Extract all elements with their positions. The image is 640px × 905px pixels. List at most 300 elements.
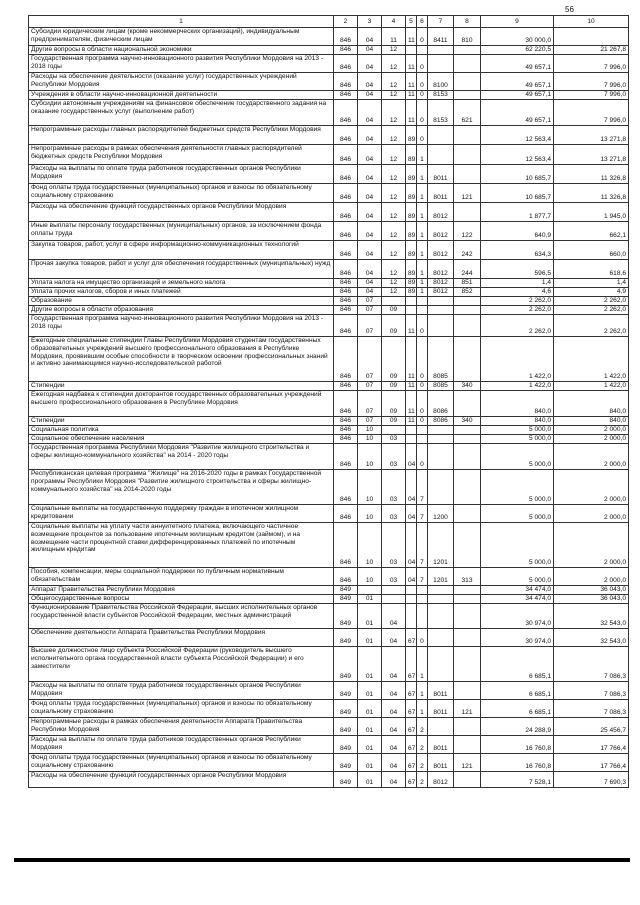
- cell-c4: 12: [382, 126, 406, 145]
- cell-c4: 11: [382, 28, 406, 46]
- cell-c9: 49 657,1: [481, 55, 554, 73]
- cell-c3: 01: [358, 754, 382, 772]
- cell-c4: [382, 297, 406, 306]
- cell-c3: 10: [358, 435, 382, 444]
- cell-c10: 17 766,4: [554, 754, 629, 772]
- cell-c6: 1: [417, 241, 428, 260]
- cell-c3: 07: [358, 417, 382, 426]
- cell-c2: 849: [334, 736, 358, 754]
- cell-c2: 849: [334, 754, 358, 772]
- cell-c5: 67: [406, 772, 417, 788]
- cell-c7: 8100: [428, 73, 454, 91]
- row-name: Непрограммные расходы главных распорядителей бюджетных средств Республики Мордовия: [29, 126, 334, 145]
- cell-c8: [454, 203, 481, 222]
- row-name: Государственная программа научно-инновационного развития Республики Мордовия на 2013 - 2018 годы: [29, 315, 334, 337]
- table-row: [29, 568, 629, 586]
- table-row: [29, 470, 629, 505]
- cell-c6: 1: [417, 203, 428, 222]
- cell-c6: 2: [417, 754, 428, 772]
- cell-c9: 30 974,0: [481, 604, 554, 629]
- cell-c2: 846: [334, 417, 358, 426]
- cell-c4: 04: [382, 604, 406, 629]
- table-row: [29, 426, 629, 435]
- col-header: 6: [417, 16, 428, 28]
- cell-c4: 09: [382, 391, 406, 417]
- cell-c9: 30 000,0: [481, 28, 554, 46]
- table-row: [29, 586, 629, 595]
- table-row: [29, 417, 629, 426]
- cell-c2: 846: [334, 241, 358, 260]
- cell-c9: 49 657,1: [481, 91, 554, 100]
- cell-c10: 36 043,0: [554, 586, 629, 595]
- cell-c3: [358, 586, 382, 595]
- table-row: [29, 682, 629, 700]
- cell-c5: [406, 46, 417, 55]
- cell-c9: 16 760,8: [481, 754, 554, 772]
- cell-c6: 0: [417, 100, 428, 126]
- cell-c10: 662,1: [554, 222, 629, 241]
- cell-c10: 7 996,0: [554, 55, 629, 73]
- cell-c9: 5 000,0: [481, 435, 554, 444]
- page-number: 56: [565, 5, 574, 14]
- cell-c3: 10: [358, 426, 382, 435]
- cell-c2: 846: [334, 55, 358, 73]
- cell-c6: 1: [417, 184, 428, 203]
- cell-c5: 11: [406, 382, 417, 391]
- cell-c7: [428, 629, 454, 647]
- cell-c9: 62 220,5: [481, 46, 554, 55]
- cell-c6: 1: [417, 288, 428, 297]
- cell-c10: 2 262,0: [554, 315, 629, 337]
- cell-c8: [454, 426, 481, 435]
- cell-c10: 11 326,8: [554, 184, 629, 203]
- cell-c8: [454, 736, 481, 754]
- cell-c9: 5 000,0: [481, 470, 554, 505]
- row-name: Субсидии юридическим лицам (кроме некоммерческих организаций), индивидуальным предпринимателям, физическим лицам: [29, 28, 334, 46]
- table-row: [29, 55, 629, 73]
- cell-c9: 10 685,7: [481, 165, 554, 184]
- cell-c9: 2 262,0: [481, 315, 554, 337]
- header-row: [29, 16, 629, 28]
- cell-c4: 03: [382, 505, 406, 523]
- table-row: [29, 222, 629, 241]
- table-row: [29, 73, 629, 91]
- cell-c5: 89: [406, 203, 417, 222]
- row-name: Расходы на обеспечение функций государственных органов Республики Мордовия: [29, 772, 334, 788]
- cell-c8: [454, 629, 481, 647]
- cell-c4: 12: [382, 203, 406, 222]
- cell-c8: [454, 718, 481, 736]
- cell-c3: 04: [358, 145, 382, 165]
- table-row: [29, 391, 629, 417]
- cell-c6: 1: [417, 222, 428, 241]
- cell-c6: [417, 586, 428, 595]
- cell-c8: 851: [454, 279, 481, 288]
- cell-c9: 1 877,7: [481, 203, 554, 222]
- table-row: [29, 288, 629, 297]
- cell-c9: 634,3: [481, 241, 554, 260]
- cell-c7: [428, 435, 454, 444]
- table-row: [29, 297, 629, 306]
- cell-c5: 11: [406, 417, 417, 426]
- cell-c6: 0: [417, 55, 428, 73]
- col-header: 5: [406, 16, 417, 28]
- cell-c10: [554, 28, 629, 46]
- table-row: [29, 46, 629, 55]
- cell-c10: 7 086,3: [554, 647, 629, 682]
- table-row: [29, 145, 629, 165]
- cell-c6: 0: [417, 391, 428, 417]
- cell-c10: 2 000,0: [554, 470, 629, 505]
- cell-c6: 0: [417, 382, 428, 391]
- cell-c9: 12 563,4: [481, 145, 554, 165]
- table-row: [29, 91, 629, 100]
- cell-c2: 846: [334, 184, 358, 203]
- cell-c6: [417, 297, 428, 306]
- cell-c3: 04: [358, 91, 382, 100]
- table-row: [29, 629, 629, 647]
- cell-c7: [428, 426, 454, 435]
- cell-c3: 04: [358, 55, 382, 73]
- cell-c9: 6 685,1: [481, 647, 554, 682]
- cell-c3: 04: [358, 260, 382, 279]
- cell-c10: 2 000,0: [554, 505, 629, 523]
- cell-c9: 2 262,0: [481, 297, 554, 306]
- cell-c10: 2 000,0: [554, 444, 629, 470]
- cell-c8: [454, 46, 481, 55]
- row-name: Другие вопросы в области образования: [29, 306, 334, 315]
- cell-c10: 840,0: [554, 417, 629, 426]
- cell-c7: 8011: [428, 700, 454, 718]
- cell-c8: [454, 73, 481, 91]
- cell-c10: 21 267,8: [554, 46, 629, 55]
- cell-c5: 11: [406, 315, 417, 337]
- cell-c9: 596,5: [481, 260, 554, 279]
- cell-c3: 01: [358, 647, 382, 682]
- col-header: 2: [334, 16, 358, 28]
- cell-c9: 4,6: [481, 288, 554, 297]
- cell-c5: 67: [406, 629, 417, 647]
- cell-c9: 840,0: [481, 391, 554, 417]
- cell-c8: [454, 315, 481, 337]
- cell-c6: 2: [417, 772, 428, 788]
- cell-c5: 67: [406, 718, 417, 736]
- cell-c10: 17 766,4: [554, 736, 629, 754]
- cell-c5: 89: [406, 288, 417, 297]
- row-name: Иные выплаты персоналу государственных (муниципальных) органов, за исключением фонда оплаты труда: [29, 222, 334, 241]
- cell-c6: 0: [417, 417, 428, 426]
- cell-c7: [428, 315, 454, 337]
- cell-c8: [454, 772, 481, 788]
- cell-c7: [428, 55, 454, 73]
- cell-c2: 846: [334, 306, 358, 315]
- cell-c7: [428, 586, 454, 595]
- cell-c10: 7 086,3: [554, 682, 629, 700]
- cell-c10: 2 000,0: [554, 435, 629, 444]
- row-name: Учреждения в области научно-инновационной деятельности: [29, 91, 334, 100]
- cell-c3: 07: [358, 297, 382, 306]
- table-row: [29, 700, 629, 718]
- budget-table: [28, 15, 629, 788]
- cell-c3: 10: [358, 470, 382, 505]
- cell-c4: 03: [382, 470, 406, 505]
- cell-c7: [428, 595, 454, 604]
- cell-c2: 846: [334, 315, 358, 337]
- cell-c8: [454, 586, 481, 595]
- table-row: [29, 306, 629, 315]
- row-name: Стипендии: [29, 417, 334, 426]
- row-name: Расходы на выплаты по оплате труда работников государственных органов Республики Мордовия: [29, 736, 334, 754]
- table-row: [29, 260, 629, 279]
- col-header: 10: [554, 16, 629, 28]
- cell-c8: 244: [454, 260, 481, 279]
- cell-c5: 67: [406, 754, 417, 772]
- cell-c6: 0: [417, 73, 428, 91]
- row-name: Социальные выплаты на уплату части аннуитетного платежа, включающего частичное возмещение процентов за пользование ипотечным жилищным кредитом (займом), и на возмещение части процентной ставки дифференцированных платежей по ипотечным жилищным кредитам: [29, 523, 334, 568]
- cell-c4: 03: [382, 444, 406, 470]
- row-name: Республиканская целевая программа "Жилище" на 2016-2020 годы в рамках Государственной программы Республики Мордовия "Развитие жилищного строительства и сферы жилищно-коммунального хозяйства" на 2014-2020 годы: [29, 470, 334, 505]
- cell-c7: [428, 46, 454, 55]
- cell-c2: 846: [334, 382, 358, 391]
- cell-c10: 7 086,3: [554, 700, 629, 718]
- table-row: [29, 718, 629, 736]
- cell-c5: 11: [406, 55, 417, 73]
- cell-c6: 0: [417, 337, 428, 382]
- cell-c3: 04: [358, 165, 382, 184]
- row-name: Государственная программа Республики Мордовия "Развитие жилищного строительства и сферы жилищно-коммунального хозяйства" на 2014 - 2020 годы: [29, 444, 334, 470]
- cell-c9: 12 563,4: [481, 126, 554, 145]
- cell-c4: 12: [382, 145, 406, 165]
- cell-c7: 8011: [428, 165, 454, 184]
- cell-c2: 846: [334, 260, 358, 279]
- row-name: Субсидии автономным учреждениям на финансовое обеспечение государственного задания на оказание государственных услуг (выполнение работ): [29, 100, 334, 126]
- cell-c7: 8011: [428, 754, 454, 772]
- cell-c6: 1: [417, 260, 428, 279]
- cell-c8: 121: [454, 184, 481, 203]
- cell-c9: 34 474,0: [481, 595, 554, 604]
- cell-c9: 840,0: [481, 417, 554, 426]
- cell-c4: 03: [382, 568, 406, 586]
- cell-c5: 11: [406, 28, 417, 46]
- row-name: Расходы на выплаты по оплате труда работников государственных органов Республики Мордовия: [29, 682, 334, 700]
- cell-c4: [382, 426, 406, 435]
- row-name: Другие вопросы в области национальной экономики: [29, 46, 334, 55]
- cell-c4: 04: [382, 772, 406, 788]
- cell-c5: 04: [406, 444, 417, 470]
- cell-c7: 8153: [428, 91, 454, 100]
- cell-c4: 12: [382, 55, 406, 73]
- cell-c4: 12: [382, 73, 406, 91]
- cell-c6: 1: [417, 647, 428, 682]
- cell-c4: 12: [382, 184, 406, 203]
- row-name: Обеспечение деятельности Аппарата Правительства Республики Мордовия: [29, 629, 334, 647]
- table-row: [29, 754, 629, 772]
- table-row: [29, 523, 629, 568]
- cell-c8: [454, 55, 481, 73]
- cell-c3: 01: [358, 736, 382, 754]
- cell-c8: [454, 682, 481, 700]
- cell-c4: 12: [382, 279, 406, 288]
- cell-c10: 7 996,0: [554, 73, 629, 91]
- cell-c9: 5 000,0: [481, 523, 554, 568]
- cell-c8: 313: [454, 568, 481, 586]
- cell-c6: 1: [417, 145, 428, 165]
- cell-c7: [428, 297, 454, 306]
- row-name: Расходы на выплаты по оплате труда работников государственных органов Республики Мордовия: [29, 165, 334, 184]
- cell-c6: 0: [417, 444, 428, 470]
- row-name: Ежегодные специальные стипендии Главы Республики Мордовия студентам государственных образовательных учреждений высшего профессионального образования в Республике Мордовия, проявившим особые способности в творческом освоении профессиональных знаний и активно занимающимся научно-исследовательской работой: [29, 337, 334, 382]
- cell-c5: 67: [406, 682, 417, 700]
- cell-c4: 04: [382, 629, 406, 647]
- cell-c10: 2 000,0: [554, 568, 629, 586]
- cell-c2: 849: [334, 772, 358, 788]
- cell-c7: 8085: [428, 382, 454, 391]
- cell-c2: 846: [334, 222, 358, 241]
- cell-c6: 1: [417, 165, 428, 184]
- row-name: Социальные выплаты на государственную поддержку граждан в ипотечном жилищном кредитовании: [29, 505, 334, 523]
- cell-c5: 11: [406, 91, 417, 100]
- cell-c9: 49 657,1: [481, 100, 554, 126]
- row-name: Аппарат Правительства Республики Мордовия: [29, 586, 334, 595]
- cell-c9: 6 685,1: [481, 700, 554, 718]
- cell-c5: 89: [406, 241, 417, 260]
- cell-c9: 1 422,0: [481, 337, 554, 382]
- cell-c5: 11: [406, 73, 417, 91]
- cell-c3: 01: [358, 718, 382, 736]
- cell-c7: 8012: [428, 241, 454, 260]
- cell-c5: 11: [406, 337, 417, 382]
- cell-c6: [417, 426, 428, 435]
- cell-c5: 67: [406, 647, 417, 682]
- row-name: Прочая закупка товаров, работ и услуг для обеспечения государственных (муниципальных) нужд: [29, 260, 334, 279]
- row-name: Уплата прочих налогов, сборов и иных платежей: [29, 288, 334, 297]
- cell-c8: [454, 91, 481, 100]
- cell-c10: 1 422,0: [554, 382, 629, 391]
- row-name: Расходы на обеспечение функций государственных органов Республики Мордовия: [29, 203, 334, 222]
- cell-c10: 13 271,8: [554, 145, 629, 165]
- cell-c2: 846: [334, 391, 358, 417]
- cell-c2: 846: [334, 470, 358, 505]
- cell-c8: [454, 306, 481, 315]
- cell-c5: 89: [406, 279, 417, 288]
- cell-c9: 640,9: [481, 222, 554, 241]
- cell-c2: 846: [334, 435, 358, 444]
- cell-c6: 2: [417, 736, 428, 754]
- col-header: 4: [382, 16, 406, 28]
- cell-c3: 01: [358, 700, 382, 718]
- cell-c5: [406, 435, 417, 444]
- cell-c4: [382, 586, 406, 595]
- table-row: [29, 595, 629, 604]
- cell-c4: 09: [382, 337, 406, 382]
- cell-c4: 12: [382, 165, 406, 184]
- cell-c10: 1 422,0: [554, 337, 629, 382]
- row-name: Непрограммные расходы в рамках обеспечения деятельности Аппарата Правительства Республики Мордовия: [29, 718, 334, 736]
- col-header: 9: [481, 16, 554, 28]
- table-row: [29, 505, 629, 523]
- cell-c2: 846: [334, 100, 358, 126]
- cell-c4: 12: [382, 222, 406, 241]
- table-row: [29, 435, 629, 444]
- cell-c7: 8012: [428, 260, 454, 279]
- cell-c4: 12: [382, 260, 406, 279]
- cell-c7: 8153: [428, 100, 454, 126]
- cell-c3: 01: [358, 595, 382, 604]
- cell-c2: 849: [334, 604, 358, 629]
- cell-c10: 2 262,0: [554, 297, 629, 306]
- cell-c3: 01: [358, 682, 382, 700]
- cell-c4: 04: [382, 700, 406, 718]
- cell-c8: 810: [454, 28, 481, 46]
- cell-c4: 09: [382, 417, 406, 426]
- cell-c3: 10: [358, 505, 382, 523]
- cell-c3: 10: [358, 444, 382, 470]
- cell-c8: [454, 126, 481, 145]
- cell-c3: 01: [358, 604, 382, 629]
- cell-c4: 09: [382, 306, 406, 315]
- row-name: Государственная программа научно-инновационного развития Республики Мордовия на 2013 - 2018 годы: [29, 55, 334, 73]
- cell-c7: [428, 647, 454, 682]
- cell-c6: 2: [417, 718, 428, 736]
- cell-c2: 846: [334, 145, 358, 165]
- cell-c5: 11: [406, 391, 417, 417]
- cell-c5: 67: [406, 700, 417, 718]
- cell-c7: [428, 604, 454, 629]
- cell-c9: 10 685,7: [481, 184, 554, 203]
- cell-c8: 621: [454, 100, 481, 126]
- table-row: [29, 647, 629, 682]
- cell-c8: [454, 523, 481, 568]
- cell-c9: 7 528,1: [481, 772, 554, 788]
- cell-c3: 04: [358, 100, 382, 126]
- cell-c3: 04: [358, 222, 382, 241]
- table-row: [29, 315, 629, 337]
- cell-c4: 04: [382, 736, 406, 754]
- cell-c10: 36 043,0: [554, 595, 629, 604]
- table-row: [29, 165, 629, 184]
- cell-c6: 0: [417, 629, 428, 647]
- cell-c3: 10: [358, 568, 382, 586]
- cell-c2: 849: [334, 718, 358, 736]
- cell-c5: 04: [406, 568, 417, 586]
- cell-c4: 04: [382, 647, 406, 682]
- cell-c8: 122: [454, 222, 481, 241]
- cell-c3: 04: [358, 279, 382, 288]
- cell-c2: 849: [334, 700, 358, 718]
- cell-c6: [417, 306, 428, 315]
- cell-c7: 1200: [428, 505, 454, 523]
- cell-c9: 16 760,8: [481, 736, 554, 754]
- cell-c2: 846: [334, 73, 358, 91]
- cell-c10: 840,0: [554, 391, 629, 417]
- cell-c4: 04: [382, 754, 406, 772]
- cell-c5: [406, 604, 417, 629]
- table-row: [29, 126, 629, 145]
- cell-c5: 89: [406, 165, 417, 184]
- cell-c3: 01: [358, 772, 382, 788]
- cell-c2: 846: [334, 337, 358, 382]
- cell-c4: 09: [382, 382, 406, 391]
- cell-c8: [454, 604, 481, 629]
- cell-c10: 1,4: [554, 279, 629, 288]
- cell-c7: 8012: [428, 288, 454, 297]
- cell-c3: 04: [358, 241, 382, 260]
- table-row: [29, 184, 629, 203]
- row-name: Функционирование Правительства Российской Федерации, высших исполнительных органов государственной власти субъектов Российской Федерации, местных администраций: [29, 604, 334, 629]
- cell-c5: [406, 426, 417, 435]
- cell-c4: 12: [382, 100, 406, 126]
- cell-c3: 04: [358, 126, 382, 145]
